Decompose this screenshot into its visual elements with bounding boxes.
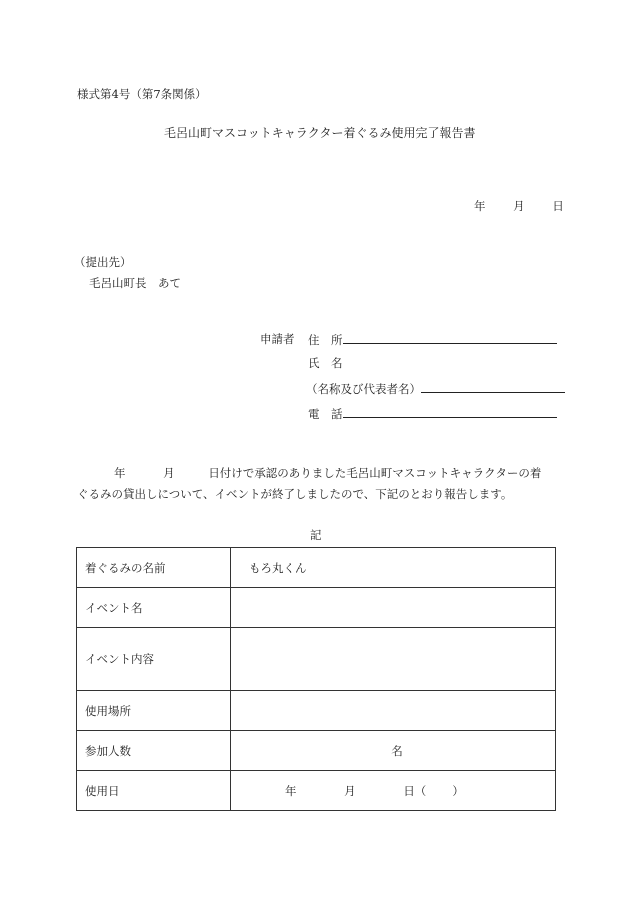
table-row <box>77 628 556 691</box>
row-label-event-content: イベント内容 <box>77 628 231 691</box>
phone-label: 電 話 <box>308 407 343 421</box>
date-year: 年 <box>474 199 486 213</box>
org-label: （名称及び代表者名） <box>306 382 421 396</box>
table-row <box>77 691 556 731</box>
use-date-year: 年 <box>285 783 297 798</box>
row-value-event-name[interactable] <box>231 588 556 628</box>
form-number: 様式第4号（第7条関係） <box>77 87 207 101</box>
row-label-use-date: 使用日 <box>77 771 231 811</box>
applicant-role: 申請者 <box>260 332 295 346</box>
row-value-costume-name[interactable]: もろ丸くん <box>231 548 556 588</box>
org-field[interactable] <box>421 380 565 393</box>
org-row <box>306 380 565 397</box>
use-date-month: 月 <box>344 783 356 798</box>
body-month: 月 <box>163 466 175 480</box>
date-day: 日 <box>552 199 564 213</box>
phone-row <box>308 405 557 422</box>
name-label: 氏 名 <box>308 356 343 370</box>
date-line <box>474 198 564 214</box>
date-month: 月 <box>513 199 525 213</box>
use-date-close: ） <box>452 783 464 798</box>
address-field[interactable] <box>343 331 557 344</box>
table-row <box>77 588 556 628</box>
table-row <box>77 731 556 771</box>
body-line-1-text: 日付けで承認のありました毛呂山町マスコットキャラクターの着 <box>208 466 542 480</box>
form-title: 毛呂山町マスコットキャラクター着ぐるみ使用完了報告書 <box>164 126 476 140</box>
body-year: 年 <box>114 466 126 480</box>
report-table <box>76 547 556 811</box>
recipient-label: （提出先） <box>74 255 132 269</box>
recipient-name: 毛呂山町長 あて <box>89 276 181 290</box>
ki-heading: 記 <box>310 528 322 542</box>
address-row <box>308 331 557 348</box>
row-value-event-content[interactable] <box>231 628 556 691</box>
phone-field[interactable] <box>343 405 557 418</box>
row-value-use-date[interactable] <box>231 771 556 811</box>
row-label-participants: 参加人数 <box>77 731 231 771</box>
table-row <box>77 771 556 811</box>
address-label: 住 所 <box>308 333 343 347</box>
table-row <box>77 548 556 588</box>
row-value-participants[interactable]: 名 <box>231 731 556 771</box>
row-label-event-name: イベント名 <box>77 588 231 628</box>
row-value-location[interactable] <box>231 691 556 731</box>
body-line-1 <box>114 465 541 481</box>
row-label-costume-name: 着ぐるみの名前 <box>77 548 231 588</box>
body-line-2: ぐるみの貸出しについて、イベントが終了しましたので、下記のとおり報告します。 <box>77 487 513 501</box>
row-label-location: 使用場所 <box>77 691 231 731</box>
use-date-day: 日（ <box>403 783 427 798</box>
